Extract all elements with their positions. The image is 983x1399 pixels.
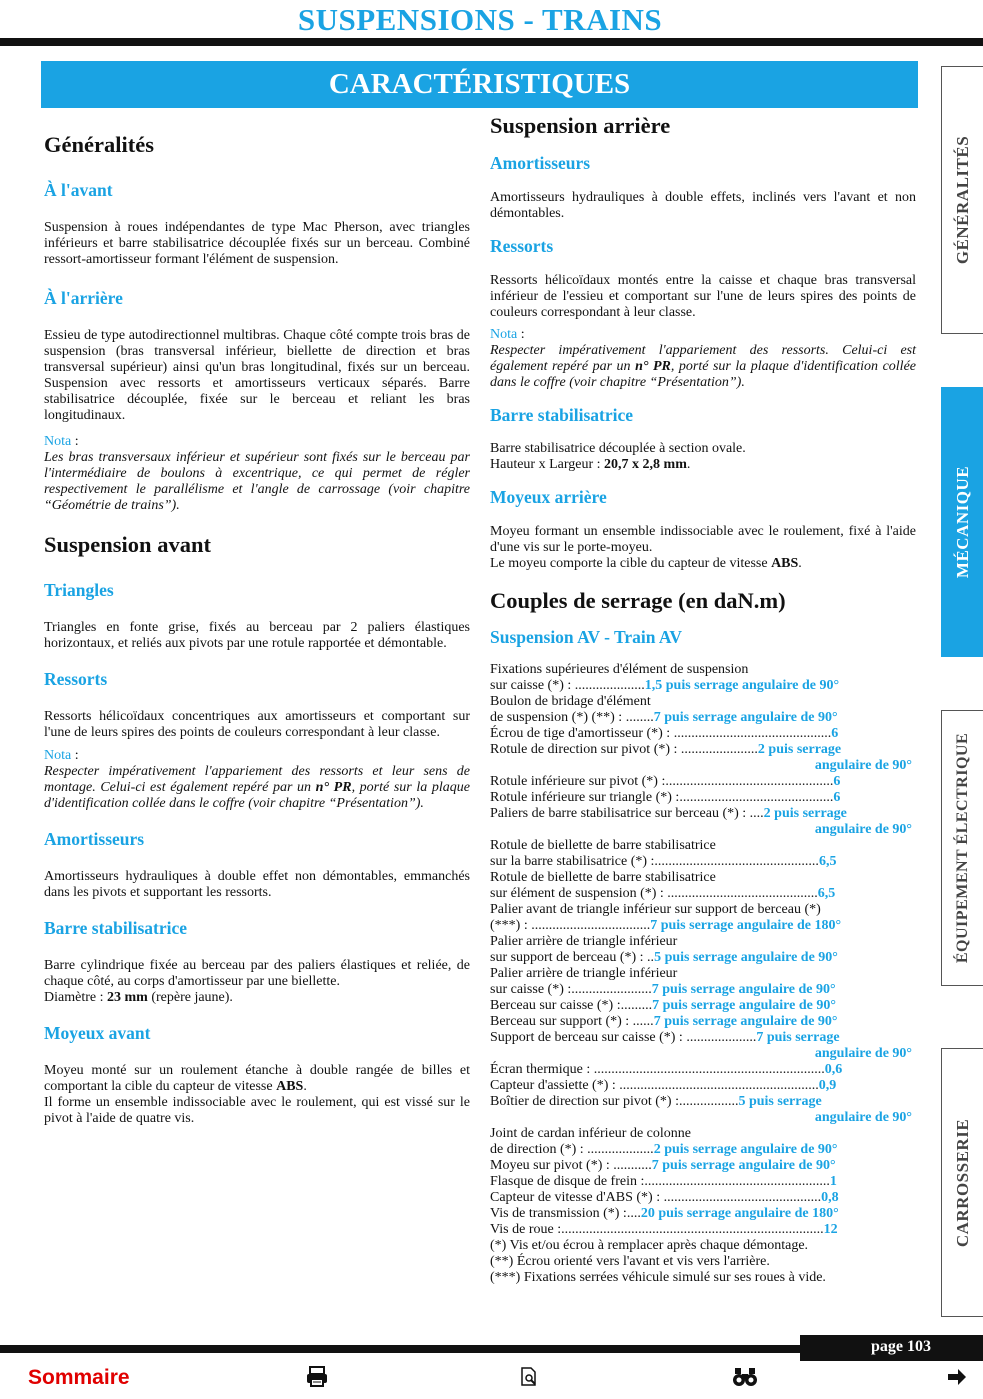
tab-mecanique[interactable]: MÉCANIQUE: [941, 387, 983, 657]
torque-value: 1: [829, 1174, 837, 1189]
nota-text: Respecter impérativement l'appariement des ressorts. Celui-ci est également repéré par un n° PR, porté sur la plaque d'identification collée dans le coffre (voir chapitre “Présentation”).: [490, 343, 916, 390]
document-icon[interactable]: [519, 1366, 539, 1393]
torque-row-heading: Palier avant de triangle inférieur sur support de berceau (*): [490, 902, 821, 917]
torque-label: Capteur d'assiette (*) : .........................................................: [490, 1078, 819, 1093]
torque-row-heading: Rotule de biellette de barre stabilisatrice: [490, 838, 716, 853]
barre-text: Barre cylindrique fixée au berceau par des paliers élastiques et reliée, de chaque côté, au corps d'amortisseur par une biellette.: [44, 958, 470, 989]
barre-arriere-text: Barre stabilisatrice découplée à section ovale.: [490, 441, 746, 456]
torque-label: Boîtier de direction sur pivot (*) :.................: [490, 1094, 739, 1109]
torque-row: [490, 1078, 916, 1094]
couples-title: Couples de serrage (en daN.m): [490, 588, 786, 613]
page-number: page 103: [800, 1335, 983, 1361]
torque-row-heading: Palier arrière de triangle inférieur: [490, 966, 678, 981]
left-column: [44, 130, 470, 1127]
triangles-text: Triangles en fonte grise, fixés au berceau par 2 paliers élastiques horizontaux, et reliés aux pivots par une rotule rapportée et démontable.: [44, 620, 470, 651]
binoculars-icon[interactable]: [732, 1366, 758, 1393]
ressorts-arriere-text: Ressorts hélicoïdaux montés entre la caisse et chaque bras transversal inférieur de l'essieu et comportant sur l'une de leurs spires des points de couleurs correspondant à leur classe.: [490, 273, 916, 320]
nota-text: Les bras transversaux inférieur et supérieur sont fixés sur le berceau par l'intermédiaire de boulons à excentrique, ce qui permet de régler respectivement le parallélisme et l'angle de carrossage (voir chapitre “Géométrie de trains”).: [44, 450, 470, 513]
torque-value: 6,5: [818, 854, 837, 869]
torque-value-cont: angulaire de 90°: [814, 1110, 912, 1125]
printer-icon[interactable]: [305, 1366, 329, 1393]
suspension-arriere-title: Suspension arrière: [490, 113, 671, 138]
torque-row: [490, 1030, 916, 1046]
torque-row: [490, 1174, 916, 1190]
avant-text: Suspension à roues indépendantes de type Mac Pherson, avec triangles inférieurs et barre stabilisatrice découplée fixés sur un berceau. Combiné ressort-amortisseur formant l'élément de suspension.: [44, 220, 470, 267]
tab-carrosserie[interactable]: CARROSSERIE: [941, 1048, 983, 1317]
arriere-subtitle: À l'arrière: [44, 288, 123, 308]
torque-row: [490, 1190, 916, 1206]
sommaire-link[interactable]: Sommaire: [28, 1366, 130, 1389]
torque-row: [490, 918, 916, 934]
torque-value: 0,6: [824, 1062, 843, 1077]
torque-label: sur support de berceau (*) : ..: [490, 950, 655, 965]
barre-diametre: Diamètre : 23 mm (repère jaune).: [44, 990, 233, 1005]
torque-list: [490, 662, 916, 1238]
torque-row: [490, 726, 916, 742]
torque-value: 6: [833, 774, 841, 789]
torque-label: sur la barre stabilisatrice (*) :...............................................: [490, 854, 819, 869]
torque-row: [490, 998, 916, 1014]
torque-label: Rotule inférieure sur triangle (*) :............................................: [490, 790, 834, 805]
torque-label: Flasque de disque de frein :.....................................................: [490, 1174, 830, 1189]
ressorts-arriere-subtitle: Ressorts: [490, 236, 554, 256]
torque-row: [490, 886, 916, 902]
tab-equipement-electrique[interactable]: ÉQUIPEMENT ÉLECTRIQUE: [941, 710, 983, 986]
amortisseurs-arriere-text: Amortisseurs hydrauliques à double effets, inclinés vers l'avant et non démontables.: [490, 190, 916, 221]
torque-label: de direction (*) : ...................: [490, 1142, 654, 1157]
torque-label: de suspension (*) (**) : ........: [490, 710, 654, 725]
ressorts-text: Ressorts hélicoïdaux concentriques aux amortisseurs et comportant sur l'une de leurs spires des points de couleurs correspondant à leur classe.: [44, 709, 470, 740]
torque-value: 5 puis serrage angulaire de 90°: [654, 950, 838, 965]
torque-value: 7 puis serrage angulaire de 180°: [650, 918, 842, 933]
avant-subtitle: À l'avant: [44, 180, 113, 200]
torque-label: Rotule de direction sur pivot (*) : ......................: [490, 742, 758, 757]
torque-row: [490, 1062, 916, 1078]
torque-label: Support de berceau sur caisse (*) : ....................: [490, 1030, 757, 1045]
ressorts-subtitle: Ressorts: [44, 669, 108, 689]
torque-value: 0,9: [818, 1078, 837, 1093]
moyeux-avant-text: Moyeu monté sur un roulement étanche à double rangée de billes et comportant la cible du capteur de vitesse ABS.: [44, 1063, 470, 1094]
torque-label: Berceau sur caisse (*) :.........: [490, 998, 653, 1013]
arriere-text: Essieu de type autodirectionnel multibras. Chaque côté compte trois bras de suspension (bras transversal inférieur, biellette de direction et bras transversal supérieur) ainsi qu'un bras longitudinal, fixés sur un berceau. Suspension avec ressorts et amortisseurs verticaux séparés. Barre stabilisatrice découplée, fixée sur le berceau et reliant les bras longitudinaux.: [44, 328, 470, 423]
torque-row: [490, 982, 916, 998]
torque-value: 2 puis serrage: [763, 806, 847, 821]
torque-label: Capteur de vitesse d'ABS (*) : .............................................: [490, 1190, 822, 1205]
nota-label: Nota :: [44, 748, 79, 763]
torque-label: Vis de roue :...........................................................................: [490, 1222, 824, 1237]
torque-value: 20 puis serrage angulaire de 180°: [640, 1206, 839, 1221]
torque-value: 7 puis serrage angulaire de 90°: [651, 1158, 836, 1173]
amortisseurs-text: Amortisseurs hydrauliques à double effet non démontables, emmanchés dans les pivots et supportant les ressorts.: [44, 869, 470, 900]
suspension-avant-title: Suspension avant: [44, 532, 211, 557]
torque-label: Rotule inférieure sur pivot (*) :................................................: [490, 774, 834, 789]
torque-label: Écrou de tige d'amortisseur (*) : .............................................: [490, 726, 832, 741]
arrow-right-icon[interactable]: [946, 1366, 968, 1393]
torque-value: 6: [831, 726, 839, 741]
torque-value: 2 puis serrage angulaire de 90°: [653, 1142, 838, 1157]
torque-row: [490, 1206, 916, 1222]
nota-label: Nota :: [490, 327, 525, 342]
torque-row: [490, 854, 916, 870]
torque-label: Berceau sur support (*) : ......: [490, 1014, 654, 1029]
torque-value: 7 puis serrage angulaire de 90°: [653, 1014, 838, 1029]
generalites-title: Généralités: [44, 132, 154, 157]
nota-label: Nota :: [44, 434, 79, 449]
torque-value-cont: angulaire de 90°: [814, 822, 912, 837]
moyeux-avant-subtitle: Moyeux avant: [44, 1023, 151, 1043]
torque-row-heading: Fixations supérieures d'élément de suspension: [490, 662, 749, 677]
torque-row: [490, 774, 916, 790]
torque-row-heading: Joint de cardan inférieur de colonne: [490, 1126, 691, 1141]
torque-label: Moyeu sur pivot (*) : ...........: [490, 1158, 652, 1173]
moyeux-arriere-text: Moyeu formant un ensemble indissociable avec le roulement, fixé à l'aide d'une vis sur le porte-moyeu.: [490, 524, 916, 555]
couples-subtitle: Suspension AV - Train AV: [490, 627, 682, 647]
torque-value: 5 puis serrage: [738, 1094, 822, 1109]
torque-row: [490, 678, 916, 694]
torque-label: Paliers de barre stabilisatrice sur berceau (*) : ....: [490, 806, 764, 821]
torque-value: 1,5 puis serrage angulaire de 90°: [644, 678, 840, 693]
barre-arriere-subtitle: Barre stabilisatrice: [490, 405, 634, 425]
amortisseurs-subtitle: Amortisseurs: [44, 829, 145, 849]
torque-row: [490, 950, 916, 966]
right-column: [490, 113, 916, 1286]
footer-rule: [0, 1345, 800, 1353]
tab-generalites[interactable]: GÉNÉRALITÉS: [941, 66, 983, 334]
torque-value: 6,5: [817, 886, 836, 901]
torque-row: [490, 742, 916, 758]
barre-arriere-dim: Hauteur x Largeur : 20,7 x 2,8 mm.: [490, 457, 691, 472]
section-banner: CARACTÉRISTIQUES: [41, 61, 918, 108]
torque-label: sur caisse (*) :.......................: [490, 982, 652, 997]
page-title: SUSPENSIONS - TRAINS: [297, 2, 663, 37]
nota-text: Respecter impérativement l'appariement des ressorts et leur sens de montage. Celui-ci est également repéré par un n° PR, porté sur la plaque d'identification collée dans le coffre (voir chapitre “Présentation”).: [44, 764, 470, 811]
torque-value-cont: angulaire de 90°: [814, 758, 912, 773]
torque-footnote: (***) Fixations serrées véhicule simulé sur ses roues à vide.: [490, 1270, 826, 1285]
moyeux-arriere-text-2: Le moyeu comporte la cible du capteur de vitesse ABS.: [490, 556, 802, 571]
torque-value: 12: [823, 1222, 838, 1237]
moyeux-arriere-subtitle: Moyeux arrière: [490, 487, 607, 507]
torque-value: 0,8: [821, 1190, 839, 1205]
torque-notes: [490, 1238, 916, 1286]
torque-value: 7 puis serrage angulaire de 90°: [653, 710, 838, 725]
torque-value: 6: [833, 790, 841, 805]
torque-row-heading: Boulon de bridage d'élément: [490, 694, 651, 709]
barre-subtitle: Barre stabilisatrice: [44, 918, 188, 938]
torque-footnote: (*) Vis et/ou écrou à remplacer après chaque démontage.: [490, 1238, 809, 1253]
torque-row: [490, 806, 916, 822]
torque-value: 7 puis serrage angulaire de 90°: [651, 982, 836, 997]
torque-row: [490, 1014, 916, 1030]
amortisseurs-arriere-subtitle: Amortisseurs: [490, 153, 591, 173]
torque-value: 2 puis serrage: [757, 742, 842, 757]
torque-row-heading: Rotule de biellette de barre stabilisatrice: [490, 870, 716, 885]
torque-label: sur caisse (*) : ....................: [490, 678, 645, 693]
torque-label: (***) : ..................................: [490, 918, 651, 933]
torque-row: [490, 710, 916, 726]
torque-value: 7 puis serrage: [756, 1030, 840, 1045]
torque-row: [490, 790, 916, 806]
torque-label: Écran thermique : ..................................................................: [490, 1062, 825, 1077]
torque-row: [490, 1094, 916, 1110]
torque-row-heading: Palier arrière de triangle inférieur: [490, 934, 678, 949]
torque-row: [490, 1142, 916, 1158]
torque-label: sur élément de suspension (*) : ...........................................: [490, 886, 818, 901]
torque-footnote: (**) Écrou orienté vers l'avant et vis vers l'arrière.: [490, 1254, 770, 1269]
moyeux-avant-text-2: Il forme un ensemble indissociable avec le roulement, qui est vissé sur le pivot à l'aide de quatre vis.: [44, 1095, 470, 1126]
header-rule: [0, 38, 983, 46]
torque-value-cont: angulaire de 90°: [814, 1046, 912, 1061]
torque-row: [490, 1158, 916, 1174]
torque-label: Vis de transmission (*) :....: [490, 1206, 641, 1221]
torque-row: [490, 1222, 916, 1238]
triangles-subtitle: Triangles: [44, 580, 114, 600]
torque-value: 7 puis serrage angulaire de 90°: [652, 998, 836, 1013]
